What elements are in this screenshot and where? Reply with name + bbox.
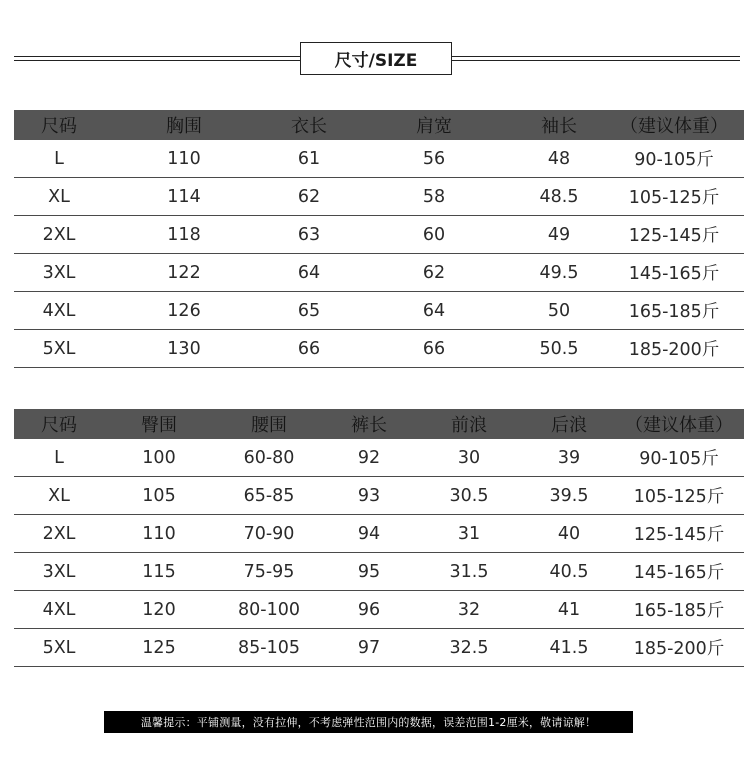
header-cell: 尺码 — [41, 116, 77, 137]
table-row — [14, 178, 744, 216]
table-cell: 75-95 — [243, 561, 295, 582]
table-row — [14, 591, 744, 629]
table-cell: 165-185斤 — [633, 601, 725, 621]
table-cell: 185-200斤 — [633, 639, 725, 659]
table-cell: 41.5 — [549, 637, 589, 658]
table-cell: 122 — [167, 262, 201, 283]
table-row — [14, 292, 744, 330]
table-cell: 110 — [167, 148, 201, 169]
table-cell: 32 — [457, 599, 481, 620]
header-cell: 前浪 — [451, 415, 487, 436]
table-cell: 85-105 — [238, 637, 300, 658]
table-cell: 5XL — [42, 338, 76, 359]
table-cell: 100 — [142, 447, 176, 468]
table-cell: 145-165斤 — [633, 563, 725, 583]
table-row — [14, 439, 744, 477]
table-cell: 31 — [457, 523, 481, 544]
table-row — [14, 140, 744, 178]
table-cell: 58 — [422, 186, 446, 207]
table-cell: 39 — [557, 447, 581, 468]
table-cell: 66 — [297, 338, 321, 359]
measurement-note: 温馨提示：平铺测量，没有拉伸，不考虑弹性范围内的数据，误差范围1-2厘米，敬请谅解！ — [104, 711, 633, 733]
table-cell: 2XL — [42, 523, 76, 544]
header-cell: 肩宽 — [416, 116, 452, 137]
table-cell: 110 — [142, 523, 176, 544]
table-cell: 125 — [142, 637, 176, 658]
table-cell: 62 — [422, 262, 446, 283]
table-cell: 49 — [547, 224, 571, 245]
header-cell: （建议体重） — [620, 116, 728, 137]
table-cell: 40 — [557, 523, 581, 544]
table-cell: 31.5 — [449, 561, 489, 582]
table-cell: 93 — [357, 485, 381, 506]
table-cell: 105 — [142, 485, 176, 506]
header-cell: 胸围 — [166, 116, 202, 137]
table-cell: 97 — [357, 637, 381, 658]
table-cell: 118 — [167, 224, 201, 245]
table-cell: 61 — [297, 148, 321, 169]
table-cell: 105-125斤 — [633, 487, 725, 507]
header-cell: （建议体重） — [625, 415, 733, 436]
table-cell: XL — [48, 485, 70, 506]
table-cell: 56 — [422, 148, 446, 169]
table-cell: 4XL — [42, 300, 76, 321]
table-cell: 185-200斤 — [628, 340, 720, 360]
table-cell: 65-85 — [243, 485, 295, 506]
table-row — [14, 477, 744, 515]
table-cell: 60 — [422, 224, 446, 245]
table-cell: 50.5 — [539, 338, 579, 359]
table-cell: 3XL — [42, 561, 76, 582]
table-cell: 105-125斤 — [628, 188, 720, 208]
table-cell: 94 — [357, 523, 381, 544]
table-row — [14, 629, 744, 667]
header-cell: 尺码 — [41, 415, 77, 436]
header-cell: 臀围 — [141, 415, 177, 436]
table-cell: 64 — [297, 262, 321, 283]
table-row — [14, 515, 744, 553]
table-cell: 145-165斤 — [628, 264, 720, 284]
table-cell: 63 — [297, 224, 321, 245]
page-title: 尺寸/SIZE — [300, 42, 452, 75]
table-cell: 4XL — [42, 599, 76, 620]
table-cell: 130 — [167, 338, 201, 359]
table-cell: 126 — [167, 300, 201, 321]
table-row — [14, 330, 744, 368]
table-cell: 30 — [457, 447, 481, 468]
table-row — [14, 216, 744, 254]
table-cell: 95 — [357, 561, 381, 582]
table-cell: 90-105斤 — [639, 449, 719, 469]
header-cell: 裤长 — [351, 415, 387, 436]
table-cell: 96 — [357, 599, 381, 620]
table-cell: 40.5 — [549, 561, 589, 582]
table-header — [14, 409, 744, 439]
table-cell: 48.5 — [539, 186, 579, 207]
table-cell: 62 — [297, 186, 321, 207]
table-row — [14, 553, 744, 591]
header-cell: 衣长 — [291, 116, 327, 137]
table-cell: 32.5 — [449, 637, 489, 658]
table-cell: 70-90 — [243, 523, 295, 544]
table-cell: 39.5 — [549, 485, 589, 506]
table-cell: 115 — [142, 561, 176, 582]
table-cell: 92 — [357, 447, 381, 468]
table-cell: 41 — [557, 599, 581, 620]
top-size-table — [14, 110, 744, 368]
table-cell: 125-145斤 — [628, 226, 720, 246]
table-cell: 50 — [547, 300, 571, 321]
table-cell: 49.5 — [539, 262, 579, 283]
table-cell: 114 — [167, 186, 201, 207]
bottom-size-table — [14, 409, 744, 667]
header-cell: 袖长 — [541, 116, 577, 137]
table-cell: 64 — [422, 300, 446, 321]
table-cell: 125-145斤 — [633, 525, 725, 545]
table-cell: 2XL — [42, 224, 76, 245]
table-cell: 60-80 — [243, 447, 295, 468]
table-cell: 66 — [422, 338, 446, 359]
header-cell: 后浪 — [551, 415, 587, 436]
table-cell: 80-100 — [238, 599, 300, 620]
table-cell: 120 — [142, 599, 176, 620]
table-cell: 5XL — [42, 637, 76, 658]
table-cell: L — [54, 148, 64, 169]
header-cell: 腰围 — [251, 415, 287, 436]
title-banner — [14, 42, 740, 76]
table-cell: 3XL — [42, 262, 76, 283]
table-cell: XL — [48, 186, 70, 207]
table-cell: 90-105斤 — [634, 150, 714, 170]
table-cell: 30.5 — [449, 485, 489, 506]
table-header — [14, 110, 744, 140]
table-cell: 165-185斤 — [628, 302, 720, 322]
table-cell: 65 — [297, 300, 321, 321]
table-cell: 48 — [547, 148, 571, 169]
table-row — [14, 254, 744, 292]
table-cell: L — [54, 447, 64, 468]
